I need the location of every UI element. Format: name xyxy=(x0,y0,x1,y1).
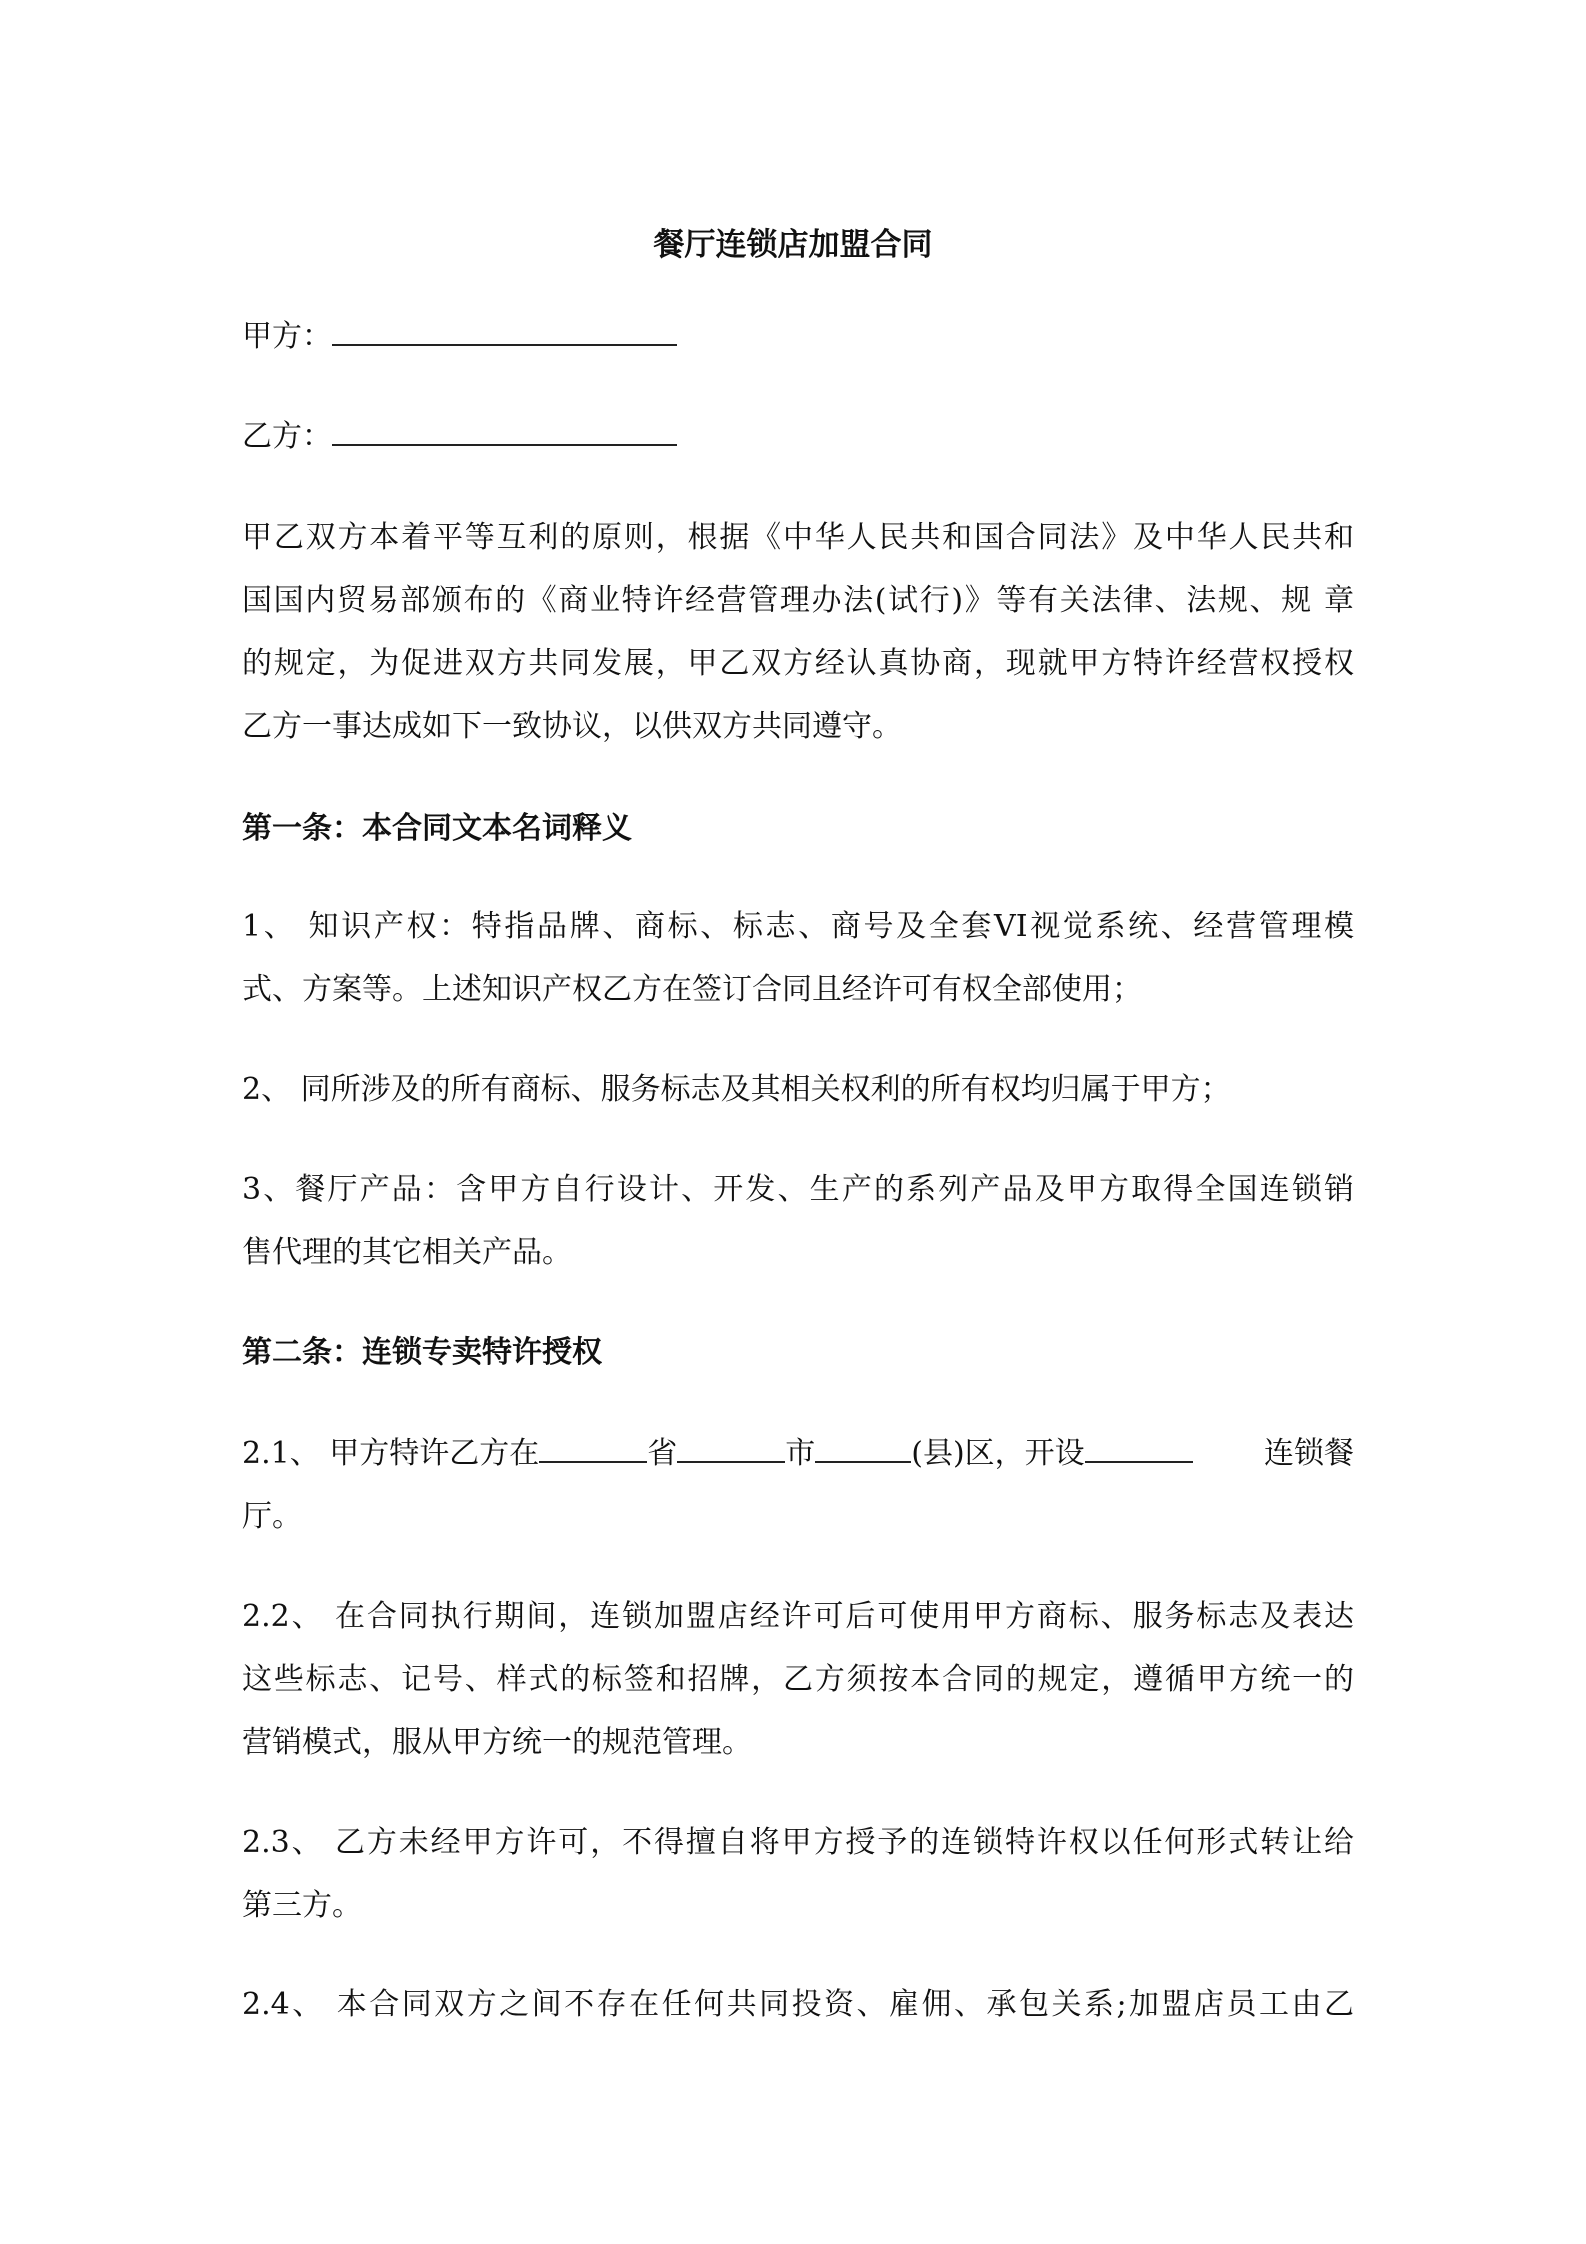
text-line: 厅。 xyxy=(242,1499,302,1534)
text-line: 式、方案等。上述知识产权乙方在签订合同且经许可有权全部使用； xyxy=(242,972,1142,1007)
item-3 xyxy=(242,1158,1354,1284)
clause-text: (县)区，开设 xyxy=(911,1436,1085,1471)
item-1 xyxy=(242,895,1354,1021)
party-a-blank xyxy=(332,322,677,346)
document-title: 餐厅连锁店加盟合同 xyxy=(653,227,933,263)
clause-2-1 xyxy=(242,1422,1354,1548)
party-b-blank xyxy=(332,422,677,446)
text-line: 营销模式，服从甲方统一的规范管理。 xyxy=(242,1725,752,1760)
article2-heading xyxy=(242,1321,1354,1384)
heading-text: 第一条：本合同文本名词释义 xyxy=(242,811,632,846)
city-blank xyxy=(677,1439,785,1463)
clause-2-4 xyxy=(242,1973,1354,2036)
province-blank xyxy=(539,1439,647,1463)
clause-2-3 xyxy=(242,1811,1354,1937)
party-b-label: 乙方： xyxy=(242,419,332,454)
text-line: 2、 同所涉及的所有商标、服务标志及其相关权利的所有权均归属于甲方； xyxy=(242,1072,1231,1107)
clause-text: 省 xyxy=(647,1436,678,1471)
clause-text: 2.1、 甲方特许乙方在 xyxy=(242,1436,540,1471)
text-line: 3、餐厅产品：含甲方自行设计、开发、生产的系列产品及甲方取得全国连锁销 xyxy=(242,1172,1354,1207)
text-line: 国国内贸易部颁布的《商业特许经营管理办法(试行)》等有关法律、法规、规 章 xyxy=(242,583,1354,618)
store-name-blank xyxy=(1085,1439,1193,1463)
text-line: 甲乙双方本着平等互利的原则，根据《中华人民共和国合同法》及中华人民共和 xyxy=(242,520,1354,555)
clause-text: 市 xyxy=(785,1436,816,1471)
text-line: 乙方一事达成如下一致协议，以供双方共同遵守。 xyxy=(242,709,902,744)
item-2 xyxy=(242,1058,1354,1121)
text-line: 2.4、 本合同双方之间不存在任何共同投资、雇佣、承包关系;加盟店员工由乙 xyxy=(242,1987,1354,2022)
text-line: 1、 知识产权：特指品牌、商标、标志、商号及全套VI视觉系统、经营管理模 xyxy=(242,909,1354,944)
text-line: 2.2、 在合同执行期间，连锁加盟店经许可后可使用甲方商标、服务标志及表达 xyxy=(242,1599,1354,1634)
preamble-paragraph xyxy=(242,506,1354,758)
text-line: 的规定，为促进双方共同发展，甲乙双方经认真协商，现就甲方特许经营权授权 xyxy=(242,646,1354,681)
clause-2-2 xyxy=(242,1585,1354,1774)
text-line: 售代理的其它相关产品。 xyxy=(242,1235,572,1270)
party-a-label: 甲方： xyxy=(242,319,332,354)
party-a-line xyxy=(242,305,1354,368)
text-line: 这些标志、记号、样式的标签和招牌，乙方须按本合同的规定，遵循甲方统一的 xyxy=(242,1662,1354,1697)
text-line: 第三方。 xyxy=(242,1888,362,1923)
district-blank xyxy=(815,1439,911,1463)
text-line: 2.3、 乙方未经甲方许可，不得擅自将甲方授予的连锁特许权以任何形式转让给 xyxy=(242,1825,1354,1860)
party-b-line xyxy=(242,405,1354,468)
heading-text: 第二条：连锁专卖特许授权 xyxy=(242,1335,602,1370)
article1-heading xyxy=(242,797,1354,860)
clause-text: 连锁餐 xyxy=(1264,1436,1354,1471)
